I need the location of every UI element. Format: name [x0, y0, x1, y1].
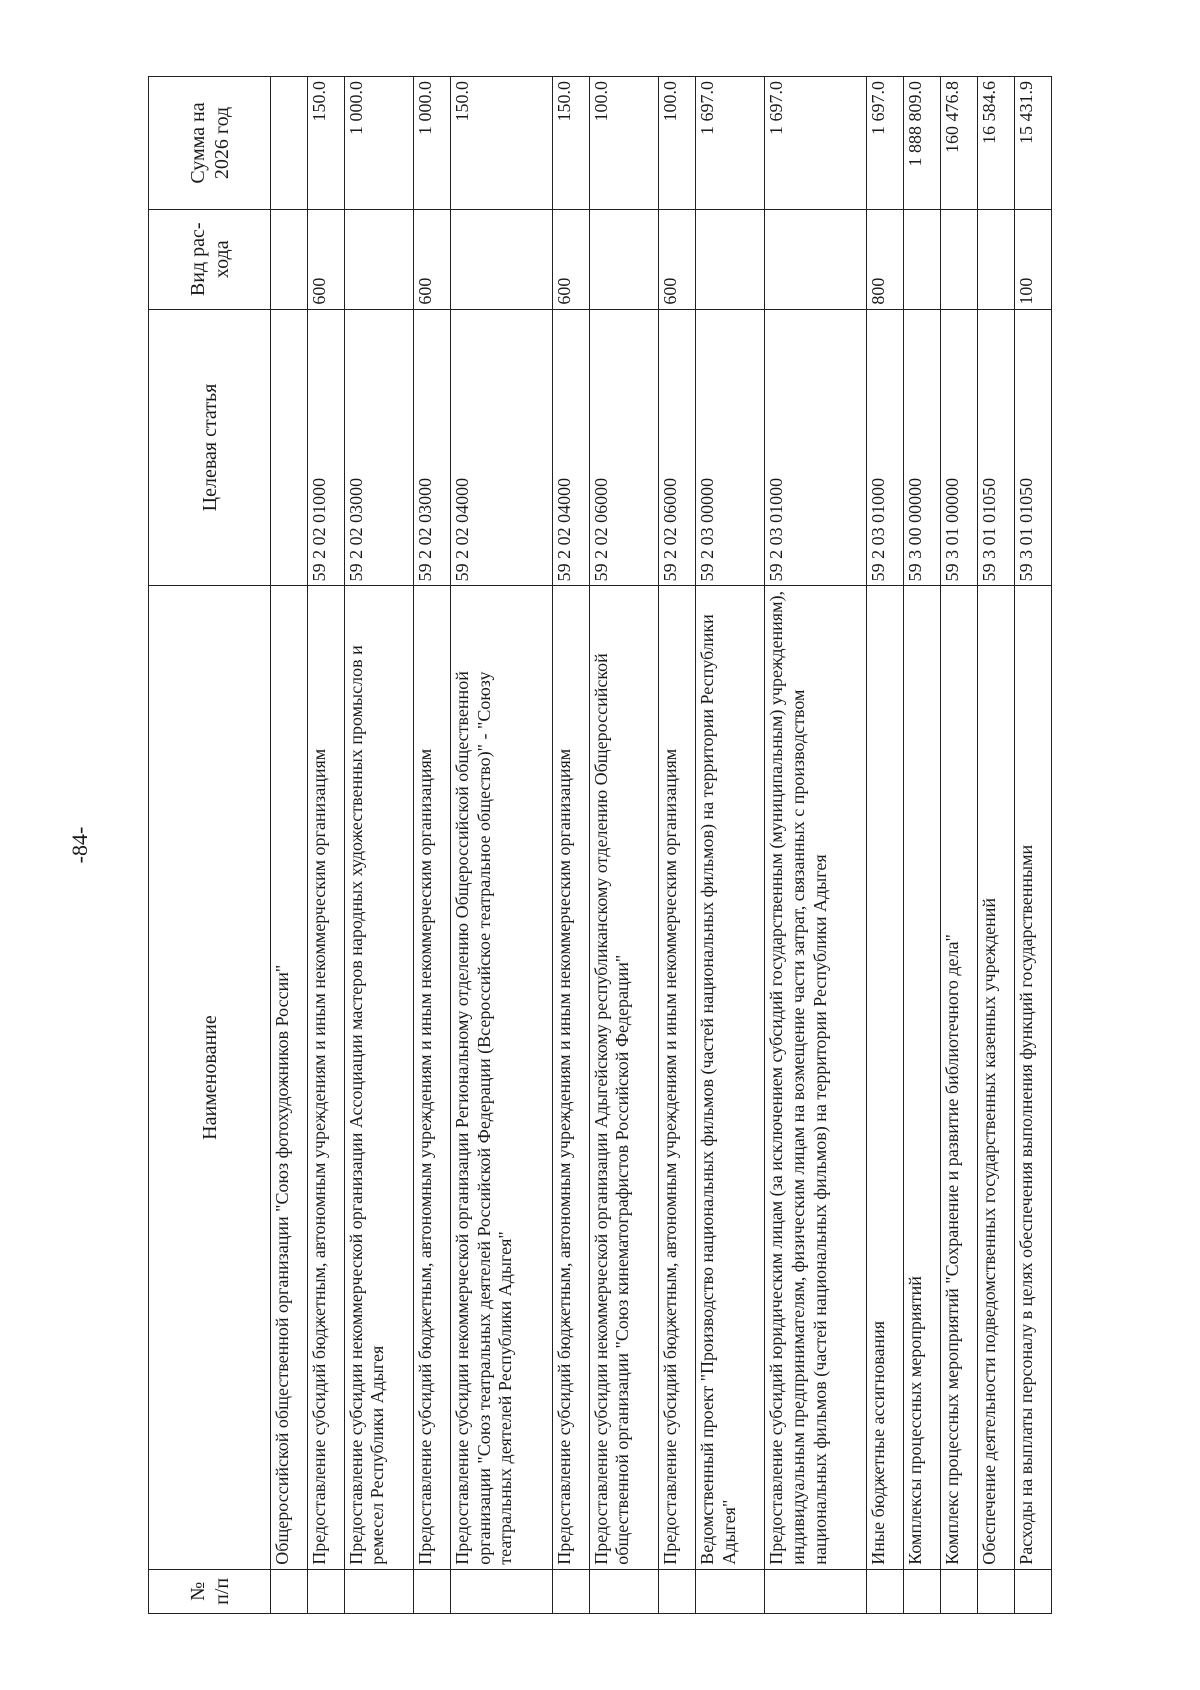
page-number: -84-: [67, 826, 92, 864]
row-sum: 15 431.9: [1014, 77, 1051, 210]
row-expense-type: [941, 209, 978, 309]
row-expense-type: 600: [414, 209, 451, 309]
row-target-article: 59 2 02 04000: [552, 309, 589, 586]
row-name: Обеспечение деятельности подведомственных государственных казенных учреждений: [978, 586, 1015, 1569]
header-target-article: Целевая статья: [149, 309, 271, 586]
row-number: [904, 1569, 941, 1613]
table-row: [344, 77, 413, 1614]
row-sum: 1 888 809.0: [904, 77, 941, 210]
header-expense-type: Вид рас-хода: [149, 209, 271, 309]
table-row: [552, 77, 589, 1614]
row-name: Расходы на выплаты персоналу в целях обеспечения выполнения функций государственными: [1014, 586, 1051, 1569]
row-target-article: 59 2 02 06000: [589, 309, 658, 586]
row-expense-type: [696, 209, 765, 309]
row-sum: 150.0: [552, 77, 589, 210]
row-expense-type: 600: [552, 209, 589, 309]
row-expense-type: 600: [307, 209, 344, 309]
table-header-row: [149, 77, 271, 1614]
row-expense-type: [271, 209, 308, 309]
row-target-article: [271, 309, 308, 586]
row-sum: 160 476.8: [941, 77, 978, 210]
row-number: [307, 1569, 344, 1613]
row-sum: 1 000.0: [414, 77, 451, 210]
row-number: [978, 1569, 1015, 1613]
row-sum: [271, 77, 308, 210]
table-row: [978, 77, 1015, 1614]
row-number: [552, 1569, 589, 1613]
row-sum: 100.0: [659, 77, 696, 210]
table-row: [271, 77, 308, 1614]
row-name: Предоставление субсидии некоммерческой организации Региональному отделению Общероссийской общественной организации "Союз театральных деятелей Российской Федерации (Всероссийское театральное общество)" - "Союзу театральных деятелей Республики Адыгея": [451, 586, 553, 1569]
row-sum: 1 000.0: [344, 77, 413, 210]
row-number: [271, 1569, 308, 1613]
row-name: Иные бюджетные ассигнования: [867, 586, 904, 1569]
row-sum: 1 697.0: [867, 77, 904, 210]
row-target-article: 59 3 00 00000: [904, 309, 941, 586]
row-sum: 150.0: [451, 77, 553, 210]
table-row: [904, 77, 941, 1614]
row-number: [344, 1569, 413, 1613]
budget-table-wrapper: [148, 76, 1052, 1614]
row-expense-type: [904, 209, 941, 309]
row-target-article: 59 3 01 01050: [978, 309, 1015, 586]
row-name: Комплекс процессных мероприятий "Сохранение и развитие библиотечного дела": [941, 586, 978, 1569]
row-sum: 1 697.0: [696, 77, 765, 210]
table-row: [659, 77, 696, 1614]
table-row: [589, 77, 658, 1614]
row-target-article: 59 2 02 06000: [659, 309, 696, 586]
header-name: Наименование: [149, 586, 271, 1569]
table-row: [941, 77, 978, 1614]
row-name: Предоставление субсидии некоммерческой организации Ассоциации мастеров народных художественных промыслов и ремесел Республики Адыгея: [344, 586, 413, 1569]
row-target-article: 59 2 02 01000: [307, 309, 344, 586]
row-target-article: 59 2 02 04000: [451, 309, 553, 586]
table-row: [1014, 77, 1051, 1614]
row-expense-type: 100: [1014, 209, 1051, 309]
table-row: [867, 77, 904, 1614]
row-target-article: 59 3 01 00000: [941, 309, 978, 586]
row-expense-type: 600: [659, 209, 696, 309]
row-target-article: 59 2 03 00000: [696, 309, 765, 586]
row-name: Предоставление субсидий бюджетным, автономным учреждениям и иным некоммерческим организациям: [659, 586, 696, 1569]
table-row: [765, 77, 867, 1614]
row-target-article: 59 3 01 01050: [1014, 309, 1051, 586]
table-row: [307, 77, 344, 1614]
row-number: [414, 1569, 451, 1613]
row-name: Предоставление субсидий бюджетным, автономным учреждениям и иным некоммерческим организациям: [552, 586, 589, 1569]
budget-table: [148, 76, 1052, 1614]
row-name: Предоставление субсидии некоммерческой организации Адыгейскому республиканскому отделению Общероссийской общественной организации "Союз кинематографистов Российской Федерации": [589, 586, 658, 1569]
header-sum-2026: Сумма на 2026 год: [149, 77, 271, 210]
row-expense-type: 800: [867, 209, 904, 309]
row-name: Предоставление субсидий бюджетным, автономным учреждениям и иным некоммерческим организациям: [307, 586, 344, 1569]
row-number: [1014, 1569, 1051, 1613]
row-expense-type: [451, 209, 553, 309]
row-expense-type: [589, 209, 658, 309]
row-name: Комплексы процессных мероприятий: [904, 586, 941, 1569]
table-body: [271, 77, 1052, 1614]
row-expense-type: [344, 209, 413, 309]
row-sum: 1 697.0: [765, 77, 867, 210]
row-name: Ведомственный проект "Производство национальных фильмов (частей национальных фильмов) на территории Республики Адыгея": [696, 586, 765, 1569]
row-number: [696, 1569, 765, 1613]
table-row: [414, 77, 451, 1614]
row-name: Общероссийской общественной организации "Союз фотохудожников России": [271, 586, 308, 1569]
table-row: [451, 77, 553, 1614]
row-target-article: 59 2 03 01000: [765, 309, 867, 586]
row-expense-type: [978, 209, 1015, 309]
row-name: Предоставление субсидий бюджетным, автономным учреждениям и иным некоммерческим организациям: [414, 586, 451, 1569]
row-sum: 100.0: [589, 77, 658, 210]
header-number: № п/п: [149, 1569, 271, 1613]
row-name: Предоставление субсидий юридическим лицам (за исключением субсидий государственным (муниципальным) учреждениям), индивидуальным предпринимателям, физическим лицам на возмещение части затрат, связанных с производством национальных фильмов (частей национальных фильмов) на территории Республики Адыгея: [765, 586, 867, 1569]
row-target-article: 59 2 02 03000: [414, 309, 451, 586]
row-number: [765, 1569, 867, 1613]
row-target-article: 59 2 03 01000: [867, 309, 904, 586]
row-target-article: 59 2 02 03000: [344, 309, 413, 586]
row-expense-type: [765, 209, 867, 309]
row-sum: 150.0: [307, 77, 344, 210]
row-number: [867, 1569, 904, 1613]
row-number: [589, 1569, 658, 1613]
row-number: [941, 1569, 978, 1613]
row-number: [451, 1569, 553, 1613]
table-row: [696, 77, 765, 1614]
row-number: [659, 1569, 696, 1613]
row-sum: 16 584.6: [978, 77, 1015, 210]
